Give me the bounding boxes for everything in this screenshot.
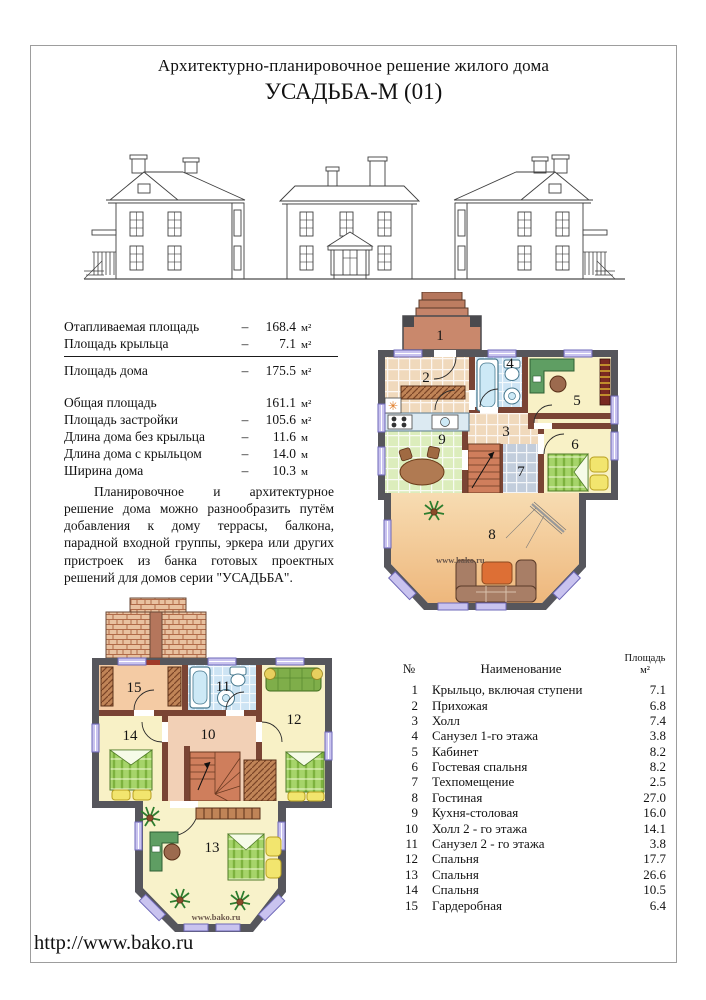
spec-unit: м² — [301, 415, 312, 427]
row-name: Гостиная — [432, 789, 483, 805]
room-label-9: 9 — [438, 432, 446, 448]
row-area: 8.2 — [649, 743, 666, 759]
row-name: Кабинет — [432, 743, 479, 759]
elevation-front — [280, 157, 419, 279]
office-chair-icon — [164, 844, 180, 860]
spec-row — [64, 412, 338, 429]
col-header-name: Наименование — [480, 661, 562, 676]
svg-text:✳: ✳ — [387, 399, 399, 413]
spec-value: 161.1 — [265, 395, 296, 410]
stairs-icon — [190, 752, 240, 801]
spec-dash: – — [241, 363, 249, 378]
room-label-2: 2 — [422, 370, 430, 386]
spec-dash: – — [241, 446, 249, 461]
row-name: Техпомещение — [432, 774, 515, 790]
stairs-icon — [468, 444, 500, 493]
kitchen-counter — [385, 413, 469, 431]
row-area: 7.4 — [649, 712, 666, 728]
row-area: 2.5 — [649, 774, 666, 790]
second-floor-plan — [78, 594, 348, 966]
row-area: 7.1 — [649, 682, 666, 698]
office-chair-icon — [550, 376, 566, 392]
spec-value: 10.3 — [272, 463, 296, 478]
spec-dash: – — [241, 463, 249, 478]
first-floor-plan — [376, 292, 648, 632]
project-name: УСАДЬБА-М (01) — [264, 79, 443, 104]
row-num: 9 — [411, 805, 418, 821]
description-paragraph: Планировочное и архитектурное решение дома можно разнообразить путём добавления к дому террасы, балкона, парадной входной группы, эркера или других пристроек из банка готовых проектных решений для домов серии "УСАДЬБА". — [64, 484, 334, 585]
row-name: Холл — [432, 712, 460, 728]
row-num: 8 — [411, 789, 418, 805]
row-name: Санузел 2 - го этажа — [432, 836, 545, 852]
row-area: 3.8 — [649, 836, 666, 852]
row-num: 2 — [411, 697, 418, 713]
row-num: 10 — [405, 820, 418, 836]
site-url-link[interactable]: http://www.bako.ru — [34, 932, 194, 954]
room-label-5: 5 — [573, 393, 581, 409]
row-name: Спальня — [432, 851, 479, 867]
porch-right — [583, 230, 615, 279]
spec-dash: – — [241, 319, 249, 334]
boiler-icon — [385, 398, 401, 413]
col-header-area-line1: Площадь — [624, 653, 666, 664]
table-row — [392, 698, 674, 713]
row-num: 7 — [411, 774, 418, 790]
spec-label: Площадь дома — [64, 363, 148, 378]
spec-value: 175.5 — [265, 363, 296, 378]
room-living — [384, 493, 586, 610]
bookshelf-icon — [600, 359, 610, 405]
room-label-3: 3 — [502, 424, 510, 440]
room-label-1: 1 — [436, 328, 444, 344]
spec-unit: м — [301, 432, 308, 444]
elevation-left-side — [84, 155, 245, 279]
table-row — [392, 836, 674, 851]
row-name: Санузел 1-го этажа — [432, 728, 539, 744]
row-num: 4 — [411, 728, 418, 744]
spec-row — [64, 319, 338, 336]
chimney-brick-block — [106, 598, 206, 658]
table-row — [392, 821, 674, 836]
row-name: Гостевая спальня — [432, 759, 528, 775]
spec-unit: м² — [301, 322, 312, 334]
row-num: 1 — [411, 682, 418, 698]
spec-row — [64, 336, 338, 353]
row-area: 10.5 — [643, 882, 666, 898]
table-row — [392, 774, 674, 789]
room-area-table — [392, 653, 674, 913]
sofa-green-icon — [265, 668, 323, 691]
table-row — [392, 851, 674, 866]
spec-unit: м — [301, 449, 308, 461]
title-block — [30, 56, 677, 105]
table-row — [392, 805, 674, 820]
table-row — [392, 744, 674, 759]
row-area: 6.8 — [649, 697, 666, 713]
spec-row — [64, 395, 338, 412]
stair-railing-icon — [196, 808, 260, 819]
elevation-right-side — [454, 155, 615, 279]
porch-steps — [416, 292, 468, 316]
room-bedroom13 — [135, 801, 286, 932]
room-label-6: 6 — [571, 437, 579, 453]
spec-unit: м² — [301, 366, 312, 378]
elevations-drawing — [82, 146, 627, 286]
coffee-table-icon — [482, 562, 512, 584]
row-area: 8.2 — [649, 759, 666, 775]
row-num: 12 — [405, 851, 418, 867]
area-specs-list — [64, 319, 338, 480]
table-row — [392, 728, 674, 743]
col-header-area-line2: м² — [640, 665, 650, 677]
spec-dash: – — [241, 429, 249, 444]
table-row — [392, 713, 674, 728]
table-row — [392, 682, 674, 697]
table-header — [392, 653, 674, 677]
spec-label: Длина дома с крыльцом — [64, 446, 202, 461]
plan-watermark: www.bako.ru — [436, 555, 485, 565]
table-row — [392, 759, 674, 774]
row-num: 11 — [405, 836, 418, 852]
row-name: Прихожая — [432, 697, 488, 713]
door-gap — [170, 801, 198, 808]
spec-dash: – — [241, 336, 249, 351]
table-row — [392, 867, 674, 882]
row-num: 6 — [411, 759, 418, 775]
bed-icon — [548, 454, 608, 491]
porch-left — [84, 230, 116, 279]
row-area: 16.0 — [643, 805, 666, 821]
plan-watermark: www.bako.ru — [191, 912, 241, 922]
row-num: 5 — [411, 743, 418, 759]
room-label-14: 14 — [122, 728, 138, 744]
spec-unit: м — [301, 466, 308, 478]
row-name: Холл 2 - го этажа — [432, 820, 528, 836]
spec-row — [64, 429, 338, 446]
row-area: 14.1 — [643, 820, 666, 836]
spec-unit: м² — [301, 398, 312, 410]
row-name: Спальня — [432, 866, 479, 882]
col-header-num: № — [402, 661, 416, 676]
table-row — [392, 790, 674, 805]
sink-icon — [504, 388, 520, 404]
spec-dash: – — [241, 412, 249, 427]
spec-row — [64, 463, 338, 480]
row-name: Крыльцо, включая ступени — [432, 682, 583, 698]
page-title: Архитектурно-планировочное решение жилого дома — [157, 56, 550, 75]
spec-value: 168.4 — [265, 319, 296, 334]
spec-unit: м² — [301, 339, 312, 351]
spec-label: Ширина дома — [64, 463, 144, 478]
row-num: 14 — [405, 882, 418, 898]
row-num: 15 — [405, 897, 418, 913]
stove-icon — [388, 415, 412, 429]
spec-value: 105.6 — [265, 412, 296, 427]
row-area: 27.0 — [643, 789, 666, 805]
row-area: 26.6 — [643, 866, 666, 882]
room-label-7: 7 — [517, 464, 525, 480]
closet-icon — [244, 760, 276, 801]
row-name: Спальня — [432, 882, 479, 898]
spec-value: 7.1 — [279, 336, 296, 351]
table-row — [392, 898, 674, 913]
row-area: 6.4 — [649, 897, 666, 913]
row-num: 3 — [411, 712, 418, 728]
spec-label: Площадь крыльца — [64, 336, 169, 351]
room-label-15: 15 — [126, 680, 142, 696]
bed-icon — [286, 752, 324, 801]
spec-value: 11.6 — [272, 429, 296, 444]
spec-row — [64, 363, 338, 380]
room-label-13: 13 — [204, 840, 220, 856]
row-area: 3.8 — [649, 728, 666, 744]
spec-row — [64, 446, 338, 463]
row-num: 13 — [405, 866, 418, 882]
room-label-11: 11 — [215, 679, 231, 695]
table-row — [392, 882, 674, 897]
row-name: Гардеробная — [432, 897, 502, 913]
wardrobe-icon — [401, 386, 465, 399]
room-label-12: 12 — [286, 712, 302, 728]
col-header-area — [616, 653, 674, 677]
row-name: Кухня-столовая — [432, 805, 519, 821]
room-label-4: 4 — [506, 356, 514, 372]
room-label-8: 8 — [488, 527, 496, 543]
sum-divider-line — [64, 356, 338, 357]
room-label-10: 10 — [200, 727, 216, 743]
toilet-icon — [230, 667, 246, 686]
spec-label: Длина дома без крыльца — [64, 429, 205, 444]
bathtub-icon — [190, 667, 210, 708]
spec-label: Площадь застройки — [64, 412, 178, 427]
spec-label: Общая площадь — [64, 395, 157, 410]
row-area: 17.7 — [643, 851, 666, 867]
spec-label: Отапливаемая площадь — [64, 319, 200, 334]
spec-value: 14.0 — [272, 446, 296, 461]
